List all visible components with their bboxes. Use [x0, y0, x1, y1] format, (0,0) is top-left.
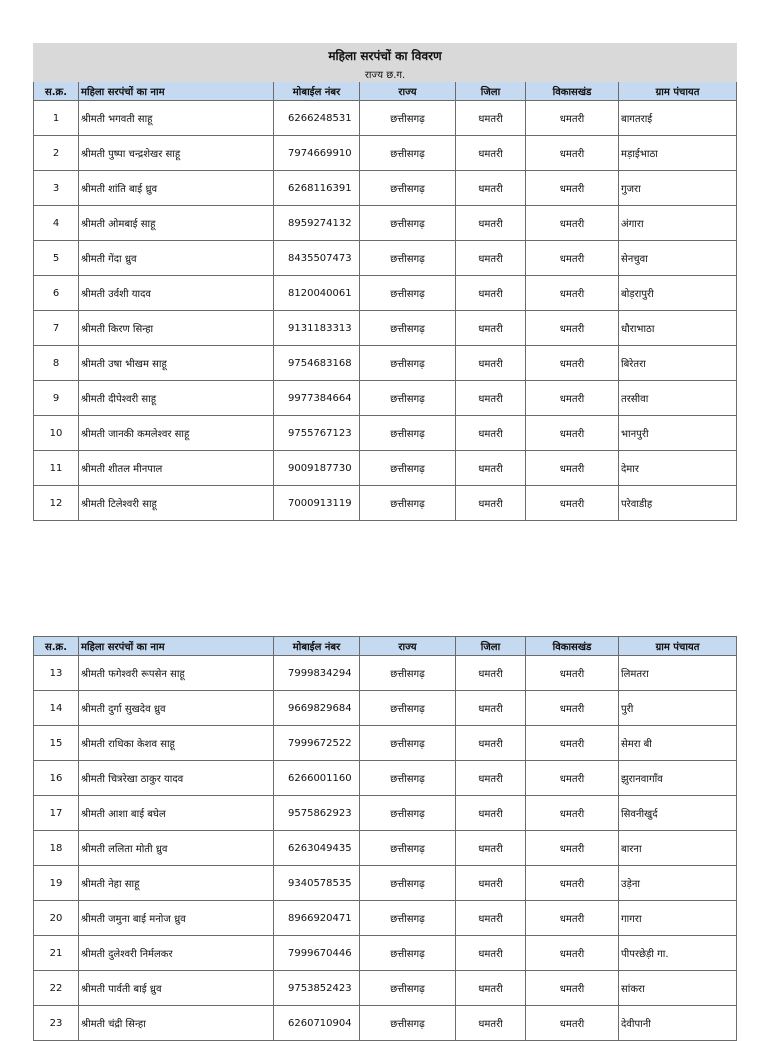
cell-mobile: 7000913119: [274, 486, 360, 521]
table-row: [34, 381, 737, 416]
cell-sno: 3: [34, 171, 79, 206]
cell-name: श्रीमती दुर्गा सुखदेव ध्रुव: [79, 691, 274, 726]
cell-state: छत्तीसगढ़: [360, 796, 456, 831]
cell-name: श्रीमती दुलेश्वरी निर्मलकर: [79, 936, 274, 971]
cell-district: धमतरी: [456, 901, 526, 936]
cell-mobile: 7999670446: [274, 936, 360, 971]
cell-state: छत्तीसगढ़: [360, 171, 456, 206]
cell-panchayat: देवीपानी: [619, 1006, 737, 1041]
cell-name: श्रीमती शीतल मीनपाल: [79, 451, 274, 486]
cell-panchayat: बारना: [619, 831, 737, 866]
cell-name: श्रीमती जानकी कमलेश्वर साहू: [79, 416, 274, 451]
cell-district: धमतरी: [456, 276, 526, 311]
cell-district: धमतरी: [456, 346, 526, 381]
cell-sno: 20: [34, 901, 79, 936]
cell-block: धमतरी: [526, 831, 619, 866]
table-row: [34, 241, 737, 276]
cell-panchayat: परेवाडीह: [619, 486, 737, 521]
cell-sno: 4: [34, 206, 79, 241]
cell-name: श्रीमती दीपेश्वरी साहू: [79, 381, 274, 416]
table-row: [34, 136, 737, 171]
cell-block: धमतरी: [526, 936, 619, 971]
cell-district: धमतरी: [456, 136, 526, 171]
cell-mobile: 6266248531: [274, 101, 360, 136]
cell-block: धमतरी: [526, 901, 619, 936]
cell-block: धमतरी: [526, 1006, 619, 1041]
cell-district: धमतरी: [456, 761, 526, 796]
table-row: [34, 726, 737, 761]
column-header-sno: स.क्र.: [34, 82, 79, 101]
cell-mobile: 9754683168: [274, 346, 360, 381]
cell-sno: 5: [34, 241, 79, 276]
cell-sno: 6: [34, 276, 79, 311]
cell-block: धमतरी: [526, 796, 619, 831]
cell-name: श्रीमती ललिता मोती ध्रुव: [79, 831, 274, 866]
column-header-sno: स.क्र.: [34, 637, 79, 656]
cell-mobile: 6266001160: [274, 761, 360, 796]
cell-block: धमतरी: [526, 136, 619, 171]
cell-state: छत्तीसगढ़: [360, 346, 456, 381]
cell-panchayat: पीपरछेड़ी गा.: [619, 936, 737, 971]
cell-block: धमतरी: [526, 451, 619, 486]
cell-state: छत्तीसगढ़: [360, 936, 456, 971]
cell-state: छत्तीसगढ़: [360, 101, 456, 136]
cell-block: धमतरी: [526, 381, 619, 416]
cell-block: धमतरी: [526, 101, 619, 136]
cell-district: धमतरी: [456, 866, 526, 901]
cell-sno: 11: [34, 451, 79, 486]
cell-mobile: 8959274132: [274, 206, 360, 241]
cell-sno: 1: [34, 101, 79, 136]
table-row: [34, 656, 737, 691]
cell-sno: 7: [34, 311, 79, 346]
table-row: [34, 866, 737, 901]
cell-name: श्रीमती फगेश्वरी रूपसेन साहू: [79, 656, 274, 691]
table-row: [34, 1006, 737, 1041]
page-title: महिला सरपंचों का विवरण: [34, 44, 737, 67]
cell-state: छत्तीसगढ़: [360, 1006, 456, 1041]
cell-name: श्रीमती राधिका केशव साहू: [79, 726, 274, 761]
cell-mobile: 8966920471: [274, 901, 360, 936]
table-row: [34, 311, 737, 346]
column-header-state: राज्य: [360, 637, 456, 656]
cell-district: धमतरी: [456, 971, 526, 1006]
cell-panchayat: भानपुरी: [619, 416, 737, 451]
cell-name: श्रीमती उर्वशी यादव: [79, 276, 274, 311]
cell-block: धमतरी: [526, 761, 619, 796]
cell-name: श्रीमती पार्वती बाई ध्रुव: [79, 971, 274, 1006]
cell-block: धमतरी: [526, 726, 619, 761]
table-row: [34, 451, 737, 486]
cell-panchayat: बोड़रापुरी: [619, 276, 737, 311]
cell-state: छत्तीसगढ़: [360, 311, 456, 346]
cell-state: छत्तीसगढ़: [360, 901, 456, 936]
table-row: [34, 901, 737, 936]
cell-mobile: 7974669910: [274, 136, 360, 171]
cell-district: धमतरी: [456, 1006, 526, 1041]
cell-mobile: 6263049435: [274, 831, 360, 866]
table-row: [34, 346, 737, 381]
cell-panchayat: बिरेतरा: [619, 346, 737, 381]
cell-name: श्रीमती चित्ररेखा ठाकुर यादव: [79, 761, 274, 796]
cell-block: धमतरी: [526, 241, 619, 276]
cell-mobile: 6268116391: [274, 171, 360, 206]
table-row: [34, 416, 737, 451]
cell-sno: 9: [34, 381, 79, 416]
cell-state: छत्तीसगढ़: [360, 691, 456, 726]
cell-state: छत्तीसगढ़: [360, 486, 456, 521]
cell-mobile: 9669829684: [274, 691, 360, 726]
cell-district: धमतरी: [456, 691, 526, 726]
column-header-name: महिला सरपंचों का नाम: [79, 82, 274, 101]
cell-mobile: 9977384664: [274, 381, 360, 416]
cell-sno: 18: [34, 831, 79, 866]
cell-sno: 8: [34, 346, 79, 381]
table-row: [34, 101, 737, 136]
column-header-mobile: मोबाईल नंबर: [274, 82, 360, 101]
cell-panchayat: सांकरा: [619, 971, 737, 1006]
cell-name: श्रीमती नेहा साहू: [79, 866, 274, 901]
cell-name: श्रीमती पुष्पा चन्द्रशेखर साहू: [79, 136, 274, 171]
cell-state: छत्तीसगढ़: [360, 136, 456, 171]
cell-state: छत्तीसगढ़: [360, 241, 456, 276]
column-header-panchayat: ग्राम पंचायत: [619, 82, 737, 101]
cell-name: श्रीमती टिलेश्वरी साहू: [79, 486, 274, 521]
table-row: [34, 276, 737, 311]
cell-state: छत्तीसगढ़: [360, 831, 456, 866]
cell-name: श्रीमती गेंदा ध्रुव: [79, 241, 274, 276]
column-header-mobile: मोबाईल नंबर: [274, 637, 360, 656]
cell-sno: 17: [34, 796, 79, 831]
cell-state: छत्तीसगढ़: [360, 971, 456, 1006]
cell-district: धमतरी: [456, 936, 526, 971]
cell-district: धमतरी: [456, 311, 526, 346]
cell-mobile: 9131183313: [274, 311, 360, 346]
cell-block: धमतरी: [526, 691, 619, 726]
cell-name: श्रीमती शांति बाई ध्रुव: [79, 171, 274, 206]
cell-sno: 22: [34, 971, 79, 1006]
column-header-name: महिला सरपंचों का नाम: [79, 637, 274, 656]
cell-panchayat: उड़ेना: [619, 866, 737, 901]
cell-sno: 14: [34, 691, 79, 726]
cell-panchayat: बागतराई: [619, 101, 737, 136]
cell-mobile: 8435507473: [274, 241, 360, 276]
cell-panchayat: अंगारा: [619, 206, 737, 241]
cell-state: छत्तीसगढ़: [360, 206, 456, 241]
cell-panchayat: गागरा: [619, 901, 737, 936]
cell-block: धमतरी: [526, 416, 619, 451]
cell-mobile: 7999834294: [274, 656, 360, 691]
sarpanch-table-1: [33, 43, 737, 521]
cell-mobile: 9340578535: [274, 866, 360, 901]
table-row: [34, 761, 737, 796]
cell-district: धमतरी: [456, 451, 526, 486]
cell-state: छत्तीसगढ़: [360, 276, 456, 311]
cell-sno: 13: [34, 656, 79, 691]
cell-mobile: 9755767123: [274, 416, 360, 451]
cell-mobile: 9753852423: [274, 971, 360, 1006]
cell-name: श्रीमती जमुना बाई मनोज ध्रुव: [79, 901, 274, 936]
cell-panchayat: देमार: [619, 451, 737, 486]
cell-state: छत्तीसगढ़: [360, 416, 456, 451]
cell-panchayat: झुरानवागाँव: [619, 761, 737, 796]
cell-mobile: 9575862923: [274, 796, 360, 831]
cell-panchayat: लिमतरा: [619, 656, 737, 691]
cell-sno: 10: [34, 416, 79, 451]
table-row: [34, 936, 737, 971]
cell-mobile: 7999672522: [274, 726, 360, 761]
table-row: [34, 971, 737, 1006]
cell-district: धमतरी: [456, 241, 526, 276]
cell-mobile: 8120040061: [274, 276, 360, 311]
cell-district: धमतरी: [456, 796, 526, 831]
cell-panchayat: सिवनीखुर्द: [619, 796, 737, 831]
cell-block: धमतरी: [526, 866, 619, 901]
cell-sno: 2: [34, 136, 79, 171]
table-row: [34, 796, 737, 831]
cell-sno: 19: [34, 866, 79, 901]
cell-block: धमतरी: [526, 346, 619, 381]
cell-sno: 15: [34, 726, 79, 761]
cell-district: धमतरी: [456, 831, 526, 866]
cell-name: श्रीमती चंद्री सिन्हा: [79, 1006, 274, 1041]
cell-block: धमतरी: [526, 486, 619, 521]
cell-mobile: 6260710904: [274, 1006, 360, 1041]
column-header-panchayat: ग्राम पंचायत: [619, 637, 737, 656]
cell-name: श्रीमती आशा बाई बघेल: [79, 796, 274, 831]
cell-district: धमतरी: [456, 381, 526, 416]
cell-block: धमतरी: [526, 206, 619, 241]
table-row: [34, 691, 737, 726]
column-header-block: विकासखंड: [526, 82, 619, 101]
cell-sno: 23: [34, 1006, 79, 1041]
cell-district: धमतरी: [456, 726, 526, 761]
cell-state: छत्तीसगढ़: [360, 381, 456, 416]
cell-district: धमतरी: [456, 171, 526, 206]
cell-district: धमतरी: [456, 486, 526, 521]
cell-district: धमतरी: [456, 656, 526, 691]
cell-state: छत्तीसगढ़: [360, 761, 456, 796]
column-header-block: विकासखंड: [526, 637, 619, 656]
cell-state: छत्तीसगढ़: [360, 866, 456, 901]
table-row: [34, 171, 737, 206]
cell-panchayat: तरसीवा: [619, 381, 737, 416]
column-header-district: जिला: [456, 82, 526, 101]
cell-block: धमतरी: [526, 276, 619, 311]
state-subtitle: राज्य छ.ग.: [34, 67, 737, 82]
cell-panchayat: सेमरा बी: [619, 726, 737, 761]
cell-panchayat: सेनचुवा: [619, 241, 737, 276]
cell-district: धमतरी: [456, 101, 526, 136]
cell-sno: 16: [34, 761, 79, 796]
cell-state: छत्तीसगढ़: [360, 656, 456, 691]
column-header-state: राज्य: [360, 82, 456, 101]
cell-name: श्रीमती ओमबाई साहू: [79, 206, 274, 241]
cell-panchayat: गुजरा: [619, 171, 737, 206]
table-row: [34, 486, 737, 521]
sarpanch-table-2: [33, 636, 737, 1041]
cell-panchayat: धौराभाठा: [619, 311, 737, 346]
cell-block: धमतरी: [526, 971, 619, 1006]
cell-sno: 12: [34, 486, 79, 521]
column-header-district: जिला: [456, 637, 526, 656]
cell-state: छत्तीसगढ़: [360, 726, 456, 761]
cell-panchayat: पुरी: [619, 691, 737, 726]
cell-block: धमतरी: [526, 171, 619, 206]
cell-block: धमतरी: [526, 656, 619, 691]
cell-block: धमतरी: [526, 311, 619, 346]
cell-district: धमतरी: [456, 206, 526, 241]
cell-name: श्रीमती किरण सिन्हा: [79, 311, 274, 346]
cell-district: धमतरी: [456, 416, 526, 451]
cell-sno: 21: [34, 936, 79, 971]
cell-name: श्रीमती भगवती साहू: [79, 101, 274, 136]
table-row: [34, 206, 737, 241]
table-row: [34, 831, 737, 866]
cell-name: श्रीमती उषा भीखम साहू: [79, 346, 274, 381]
cell-panchayat: मड़ाईभाठा: [619, 136, 737, 171]
cell-state: छत्तीसगढ़: [360, 451, 456, 486]
cell-mobile: 9009187730: [274, 451, 360, 486]
